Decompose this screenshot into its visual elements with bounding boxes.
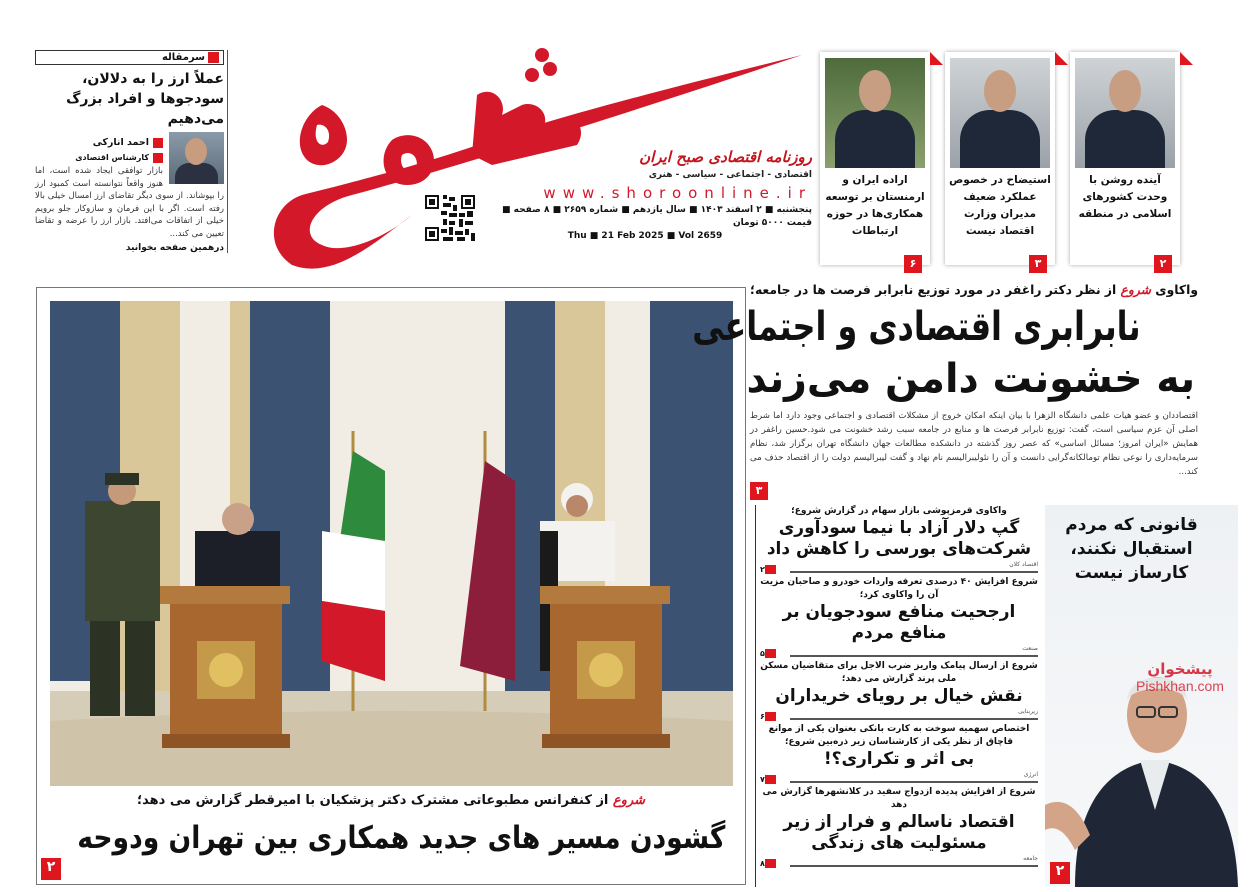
page-badge: ۶ (904, 255, 922, 273)
headline-line-1: نابرابری اقتصادی و اجتماعی (692, 304, 1141, 350)
arrow-icon (765, 565, 776, 574)
story-section: زیربنایی (1018, 708, 1038, 715)
corner-marker-icon (1055, 52, 1068, 65)
arrow-icon (765, 649, 776, 658)
website-link[interactable]: www.shoroonline.ir (543, 184, 812, 202)
author-name: احمد انارکی (92, 137, 149, 148)
story-page: ۲ (760, 565, 779, 574)
lead-story[interactable] (692, 280, 1198, 500)
lead-headline[interactable] (692, 301, 1198, 405)
author-role: کارشناس اقتصادی (75, 153, 149, 162)
corner-marker-icon (1180, 52, 1193, 65)
story-section: انرژی (1023, 771, 1038, 778)
teaser-photo (950, 58, 1050, 168)
teaser-text: استیضاح در خصوص عملکرد ضعیف مدیران وزارت اقتصاد نیست (949, 174, 1051, 237)
section-marker-icon (208, 52, 219, 63)
editorial-column (35, 50, 228, 253)
story-headline: گپ دلار آزاد با نیما سودآوری شرکت‌های بورسی را کاهش داد (766, 518, 1032, 559)
list-item[interactable] (756, 723, 1042, 783)
story-page: ۷ (760, 775, 779, 784)
watermark (1130, 660, 1230, 694)
story-section: اقتصاد کلان (1009, 561, 1038, 568)
story-headline: ارجحیت منافع سودجویان بر منافع مردم (782, 602, 1016, 643)
story-headline: بی اثر و تکراری؟! (823, 749, 975, 769)
teaser-photo (825, 58, 925, 168)
dateline-english: Thu ■ 21 Feb 2025 ■ Vol 2659 (567, 231, 723, 241)
sections-list: اقتصادی - اجتماعی - سیاسی - هنری (648, 170, 812, 180)
press-conference-photo (50, 301, 733, 786)
lead-kicker (750, 282, 1198, 297)
teaser-card[interactable] (1070, 52, 1180, 270)
teaser-card[interactable] (945, 52, 1055, 270)
story-kicker: اختصاص سهمیه سوخت به کارت بانکی بعنوان یکی از موانع قاچاق از نظر یکی از کارشناسان زیر ذره‌بین شروع؛ (768, 724, 1030, 747)
corner-marker-icon (930, 52, 943, 65)
editorial-title[interactable]: عملاً ارز را به دلالان، سودجوها و افراد بزرگ می‌دهیم (66, 71, 224, 127)
story-kicker: شروع از افزایش پدیده ازدواج سفید در کلانشهرها گزارش می دهد (762, 787, 1036, 810)
masthead-info (478, 146, 812, 243)
arrow-icon (765, 712, 776, 721)
story-headline: نقش خیال بر رویای خریداران (775, 686, 1023, 706)
teaser-photo (1075, 58, 1175, 168)
teaser-text: آینده روشن با وحدت کشورهای اسلامی در منطقه (1078, 174, 1172, 220)
photo-story-kicker (67, 793, 715, 808)
story-page: ۵ (760, 649, 779, 658)
story-page: ۶ (760, 712, 779, 721)
photo-story-headline[interactable]: گشودن مسیر های جدید همکاری بین تهران ودوحه (76, 820, 725, 856)
brand-mark: شروع (612, 793, 646, 808)
teaser-card[interactable] (820, 52, 930, 270)
side-story[interactable] (1045, 505, 1238, 887)
story-page: ۸ (760, 859, 779, 868)
story-kicker: شروع از ارسال پیامک واریز ضرب الاجل برای متقاضیان مسکن ملی پرند گزارش می دهد؛ (760, 661, 1038, 684)
page-badge: ۲ (41, 858, 61, 880)
side-story-headline: قانونی که مردم استقبال نکنند، کارساز نیست (1065, 515, 1198, 583)
author-photo (169, 132, 224, 184)
story-list (755, 505, 1042, 887)
headline-line-2: به خشونت دامن می‌زند (746, 356, 1196, 402)
teaser-text: اراده ایران و ارمنستان بر توسعه همکاری‌ها در حوزه ارتباطات (825, 174, 925, 237)
story-kicker: شروع افزایش ۴۰ درصدی تعرفه واردات خودرو و صاحبان مزیت آن را واکاوی کرد؛ (760, 577, 1038, 600)
watermark-en: Pishkhan.com (1136, 678, 1224, 694)
watermark-fa: پیشخوان (1147, 660, 1213, 678)
kicker-prefix: واکاوی (1155, 282, 1198, 297)
lead-body: اقتصاددان و عضو هیات علمی دانشگاه الزهرا با بیان اینکه امکان خروج از مشکلات اقتصادی و اجتماعی وجود دارد اما شرط اصلی آن عزم سیاسی است، گفت: توزیع نابرابر فرصت ها و منابع در جامعه سبب رشد خشونت می شود.حسین راغفر در همایش «ایران امروز؛ مسائل اساسی» که عصر روز گذشته در دانشکده مطالعات جهان دانشگاه تهران برگزار شد، نظام سرمایه‌داری را نوعی نظام تومالکانه‌گرایی دانست و آن را نئولیبرالیسم نام نهاد و گفت لیبرالیسم دولت را از اقتصاد حذف می کند... (750, 411, 1198, 477)
arrow-icon (765, 775, 776, 784)
editorial-header (35, 50, 224, 65)
story-kicker: واکاوی قرمزپوشی بازار سهام در گزارش شروع؛ (791, 506, 1007, 516)
list-item[interactable] (756, 660, 1042, 720)
qr-code-icon[interactable] (425, 195, 475, 241)
kicker-text: از نظر دکتر راغفر در مورد توزیع نابرابر فرصت ها در جامعه؛ (750, 282, 1117, 297)
page-badge: ۲ (1050, 862, 1070, 884)
brand-mark: شروع (1120, 282, 1152, 297)
story-section: جامعه (1023, 855, 1038, 862)
kicker-text: از کنفرانس مطبوعاتی مشترک دکتر پزشکیان با امیرقطر گزارش می دهد؛ (136, 793, 609, 808)
main-photo-story[interactable] (36, 287, 746, 885)
dateline-persian: پنجشنبه ■ ۲ اسفند ۱۴۰۳ ■ سال یازدهم ■ شماره ۲۶۵۹ ■ ۸ صفحه ■ قیمت ۵۰۰۰ تومان (502, 205, 812, 228)
list-item[interactable] (756, 786, 1042, 867)
list-item[interactable] (756, 505, 1042, 573)
list-item[interactable] (756, 576, 1042, 657)
story-section: صنعت (1022, 645, 1038, 652)
editorial-section-label: سرمقاله (161, 52, 205, 63)
story-headline: اقتصاد ناسالم و فرار از زیر مسئولیت های زندگی (783, 812, 1015, 853)
page-badge: ۳ (1029, 255, 1047, 273)
page-badge: ۲ (1154, 255, 1172, 273)
tagline: روزنامه اقتصادی صبح ایران (639, 148, 812, 166)
arrow-icon (765, 859, 776, 868)
editorial-body: بازار توافقی ایجاد شده است، اما هنوز واقعاً نتوانسته است کمبود ارز را بپوشاند. از سوی دیگر تقاضای ارز امسال خیلی بالا رفته است. اگر با این فرمان و سازوکار جلو برویم خیلی از اتفاقات می‌افتد. بازار ارز را عرضه و تقاضا تعیین می کند... (35, 166, 224, 239)
read-more-link[interactable]: درهمین صفحه بخوانید (125, 243, 224, 253)
page-badge: ۳ (750, 482, 768, 500)
